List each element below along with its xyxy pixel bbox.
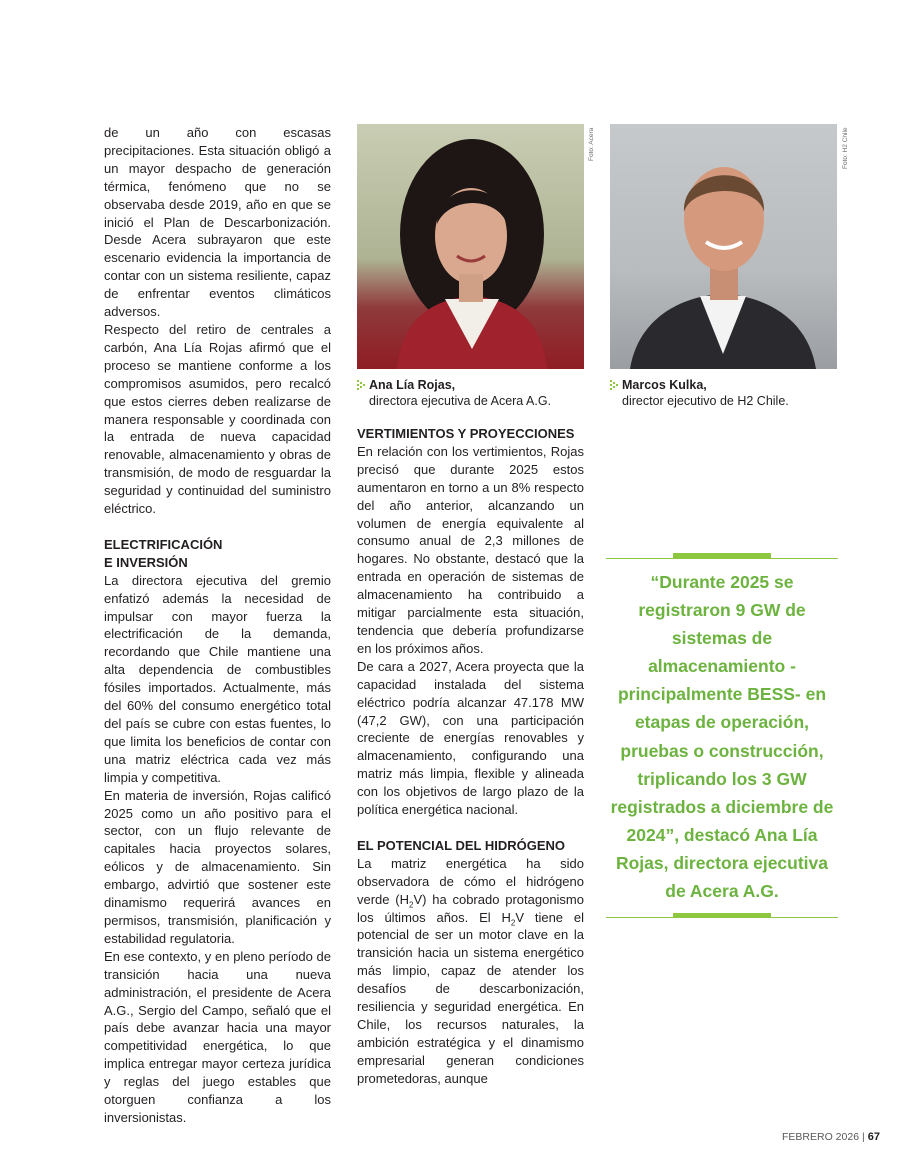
caption-bullet-icon <box>610 380 618 390</box>
photo-caption <box>357 377 584 409</box>
paragraph: La matriz energética ha sido observadora de cómo el hidrógeno verde $(H_2V)$ ha cobrado protagonismo los últimos años. El $H_2V$ tiene el potencial de ser un motor clave en la transición hacia un sistema energético más limpio, capaz de atender los desafíos de descarbonización, resiliencia y seguridad energética. En Chile, los recursos naturales, la ambición estratégica y el dinamismo empresarial generan condiciones prometedoras, aunque <box>357 855 584 1086</box>
portrait-illustration <box>357 124 584 369</box>
article-column-1 <box>104 124 331 1127</box>
caption-bullet-icon <box>357 380 365 390</box>
quote-text: “Durante 2025 se registraron 9 GW de sistemas de almacenamiento -principalmente BESS- en etapas de operación, pruebas o construcción, triplicando los 3 GW registrados a diciembre de 2024”, destacó Ana Lía Rojas, directora ejecutiva de Acera A.G. <box>610 572 834 902</box>
paragraph: de un año con escasas precipitaciones. Esta situación obligó a un mayor despacho de generación térmica, fenómeno que no se observaba desde 2019, año en que se inició el Plan de Descarbonización. Desde Acera subrayaron que este escenario evidencia la importancia de contar con un sistema resiliente, capaz de enfrentar eventos climáticos adversos. <box>104 125 331 320</box>
issue-label: FEBRERO 2026 <box>782 1131 860 1143</box>
portrait-ana-lia-rojas <box>357 124 584 369</box>
paragraph: La directora ejecutiva del gremio enfatizó además la necesidad de impulsar con mayor fuerza la electrificación de la demanda, recordando que Chile mantiene una alta dependencia de combustibles fósiles importados. Actualmente, más del 60% del consumo energético total del país se cubre con estas fuentes, lo que limita los beneficios de contar con una matriz eléctrica cada vez más limpia y competitiva. <box>104 572 331 785</box>
section-heading: E INVERSIÓN <box>104 554 188 570</box>
paragraph: Respecto del retiro de centrales a carbón, Ana Lía Rojas afirmó que el proceso se mantiene conforme a los compromisos asumidos, pero recalcó que estos cierres deben realizarse de manera responsable y coordinada con la entrada de nueva capacidad renovable, almacenamiento y obras de transmisión, de modo de resguardar la seguridad y continuidad del suministro eléctrico. <box>104 321 331 517</box>
caption-role: directora ejecutiva de Acera A.G. <box>369 394 552 408</box>
quote-accent-bar <box>673 913 771 918</box>
section-heading: EL POTENCIAL DEL HIDRÓGENO <box>357 837 566 853</box>
section-heading: VERTIMIENTOS Y PROYECCIONES <box>357 426 575 441</box>
quote-accent-bar <box>673 553 771 559</box>
paragraph: En relación con los vertimientos, Rojas precisó que durante 2025 estos aumentaron en torno a un 8% respecto del año anterior, alcanzando un volumen de energía equivalente al consumo anual de 2,3 millones de hogares. No obstante, destacó que la entrada en operación de sistemas de almacenamiento ha contribuido a mitigar parcialmente esta situación, tendencia que debería profundizarse en los próximos años. <box>357 443 584 656</box>
portrait-illustration <box>610 124 837 369</box>
footer-separator: | <box>862 1131 865 1143</box>
caption-name: Ana Lía Rojas, <box>369 378 456 392</box>
photo-credit: Foto: H2 Chile <box>842 127 849 169</box>
caption-name: Marcos Kulka, <box>622 378 707 392</box>
page-number: 67 <box>867 1131 881 1143</box>
article-column-2 <box>357 425 584 1088</box>
portrait-marcos-kulka <box>610 124 837 369</box>
page-footer <box>782 1131 880 1143</box>
paragraph: En ese contexto, y en pleno período de transición hacia una nueva administración, el presidente de Acera A.G., Sergio del Campo, señaló que el país debe avanzar hacia una mayor competitividad energética, lo que implica entregar mayor certeza jurídica y reglas del juego estables que otorguen confianza a los inversionistas. <box>104 948 331 1125</box>
photo-credit: Foto: Acera <box>588 127 595 161</box>
paragraph: En materia de inversión, Rojas calificó 2025 como un año positivo para el sector, con un flujo relevante de capitales hacia proyectos solares, eólicos y de almacenamiento. Sin embargo, advirtió que sostener este dinamismo requerirá avances en permisos, transmisión, planificación y estabilidad regulatoria. <box>104 787 331 946</box>
photo-caption <box>610 377 837 409</box>
caption-role: director ejecutivo de H2 Chile. <box>622 394 789 408</box>
paragraph: De cara a 2027, Acera proyecta que la capacidad instalada del sistema eléctrico podría alcanzar 47.178 MW (47,2 GW), con una participación creciente de energías renovables y almacenamiento, configurando una matriz más limpia, flexible y alineada con los objetivos de largo plazo de la política energética nacional. <box>357 658 584 818</box>
pull-quote <box>606 553 838 919</box>
section-heading: ELECTRIFICACIÓN <box>104 536 223 552</box>
